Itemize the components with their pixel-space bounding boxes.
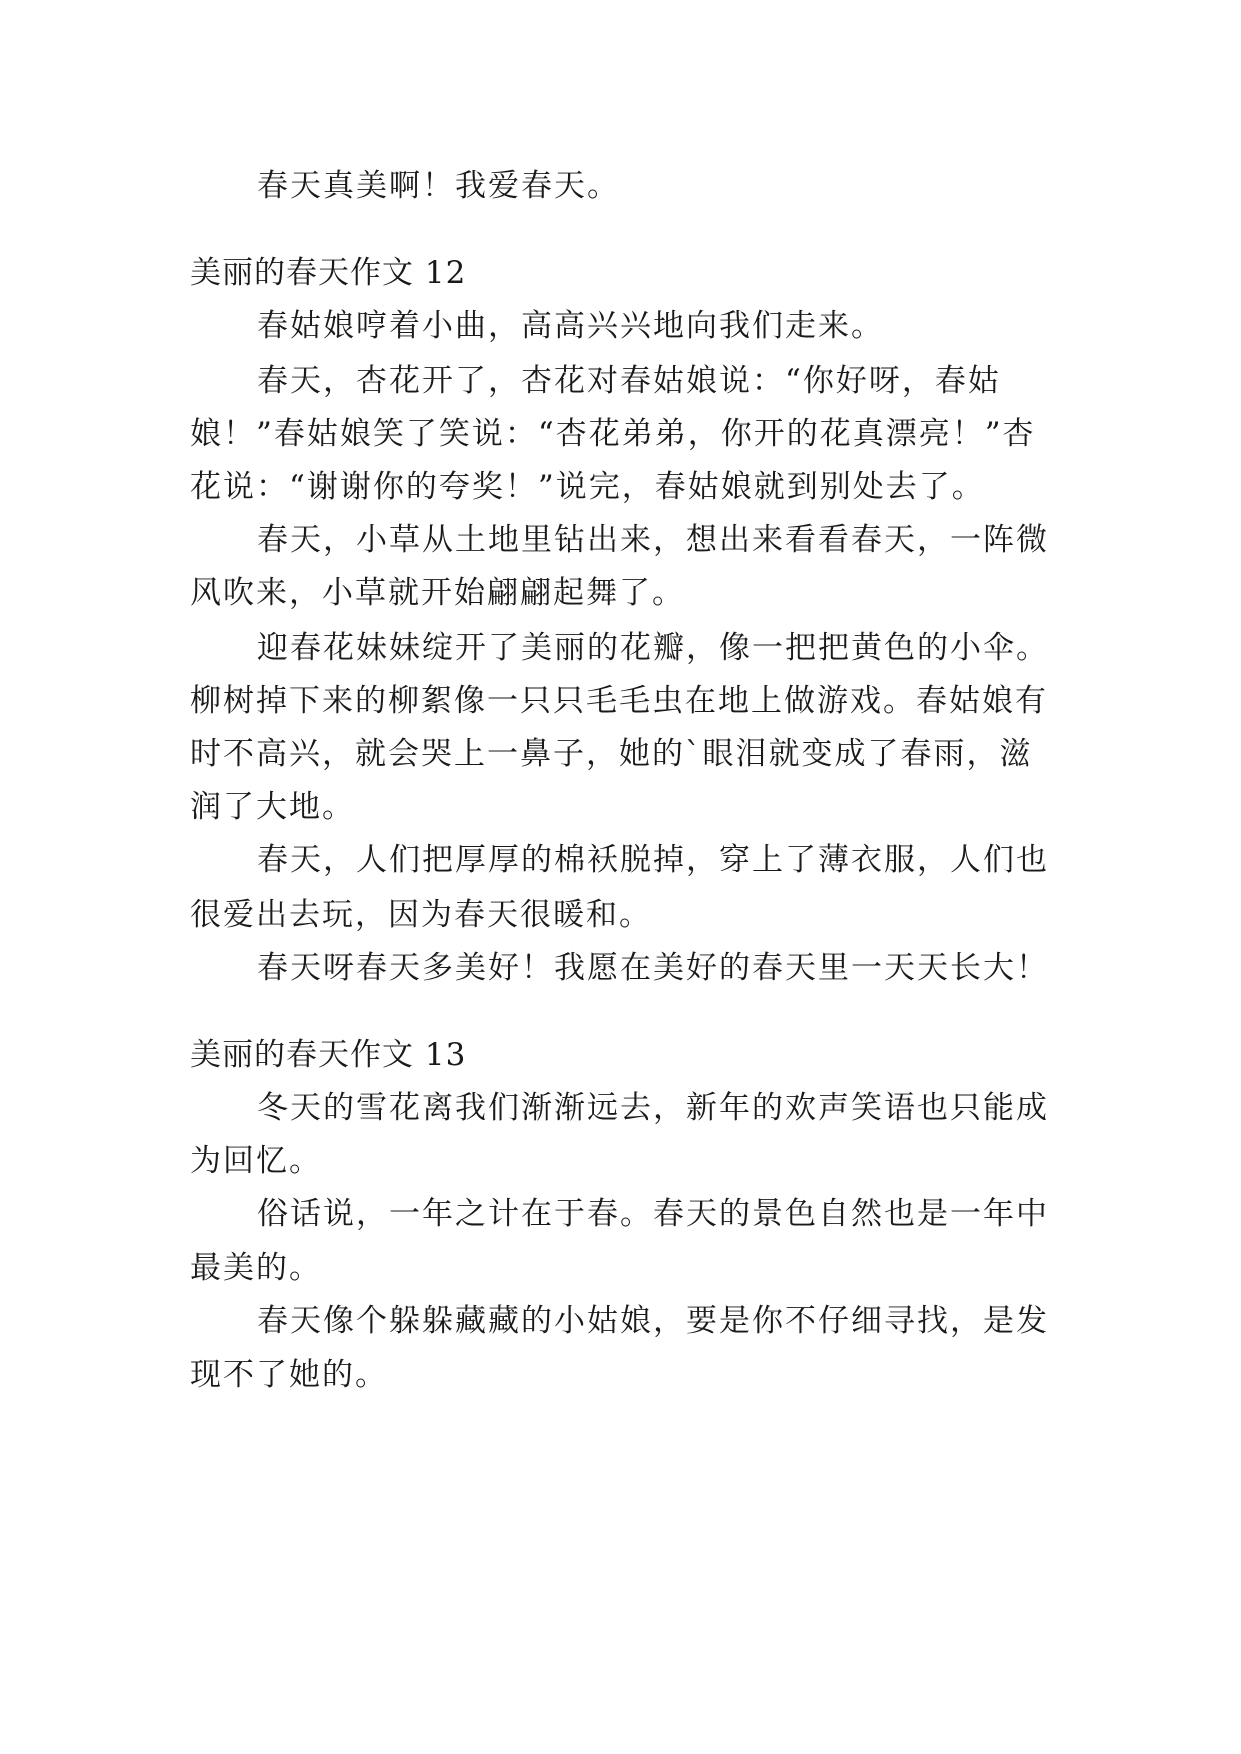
essay-12-title: 美丽的春天作文 12 bbox=[190, 255, 467, 291]
essay-13-line: 春天像个躲躲藏藏的小姑娘，要是你不仔细寻找，是发 bbox=[257, 1303, 1049, 1339]
essay-12-line: 很爱出去玩，因为春天很暖和。 bbox=[190, 897, 652, 933]
essay-12-line: 花说：“谢谢你的夸奖！”说完，春姑娘就到别处去了。 bbox=[190, 469, 985, 505]
essay-12-line: 迎春花妹妹绽开了美丽的花瓣，像一把把黄色的小伞。 bbox=[257, 630, 1049, 666]
essay-13-line: 现不了她的。 bbox=[190, 1357, 388, 1393]
essay-12-line: 润了大地。 bbox=[190, 789, 355, 825]
essay-13-title: 美丽的春天作文 13 bbox=[190, 1037, 467, 1073]
essay-12-line: 春天，小草从土地里钻出来，想出来看看春天，一阵微 bbox=[257, 522, 1049, 558]
essay-12-line: 时不高兴，就会哭上一鼻子，她的`眼泪就变成了春雨，滋 bbox=[190, 736, 1033, 772]
essay-13-line: 俗话说，一年之计在于春。春天的景色自然也是一年中 bbox=[257, 1196, 1049, 1232]
essay-12-line: 娘！”春姑娘笑了笑说：“杏花弟弟，你开的花真漂亮！”杏 bbox=[190, 416, 1036, 452]
essay-13-line: 最美的。 bbox=[190, 1250, 322, 1286]
essay-12-line: 春天，杏花开了，杏花对春姑娘说：“你好呀，春姑 bbox=[257, 363, 1001, 399]
closing-line: 春天真美啊！我爱春天。 bbox=[257, 168, 620, 204]
essay-12-line: 春天，人们把厚厚的棉袄脱掉，穿上了薄衣服，人们也 bbox=[257, 842, 1049, 878]
essay-12-line: 柳树掉下来的柳絮像一只只毛毛虫在地上做游戏。春姑娘有 bbox=[190, 683, 1048, 719]
essay-12-line: 春天呀春天多美好！我愿在美好的春天里一天天长大！ bbox=[257, 950, 1049, 986]
essay-13-line: 冬天的雪花离我们渐渐远去，新年的欢声笑语也只能成 bbox=[257, 1090, 1049, 1126]
essay-12-line: 风吹来，小草就开始翩翩起舞了。 bbox=[190, 575, 685, 611]
essay-12-line: 春姑娘哼着小曲，高高兴兴地向我们走来。 bbox=[257, 308, 884, 344]
essay-13-line: 为回忆。 bbox=[190, 1143, 322, 1179]
